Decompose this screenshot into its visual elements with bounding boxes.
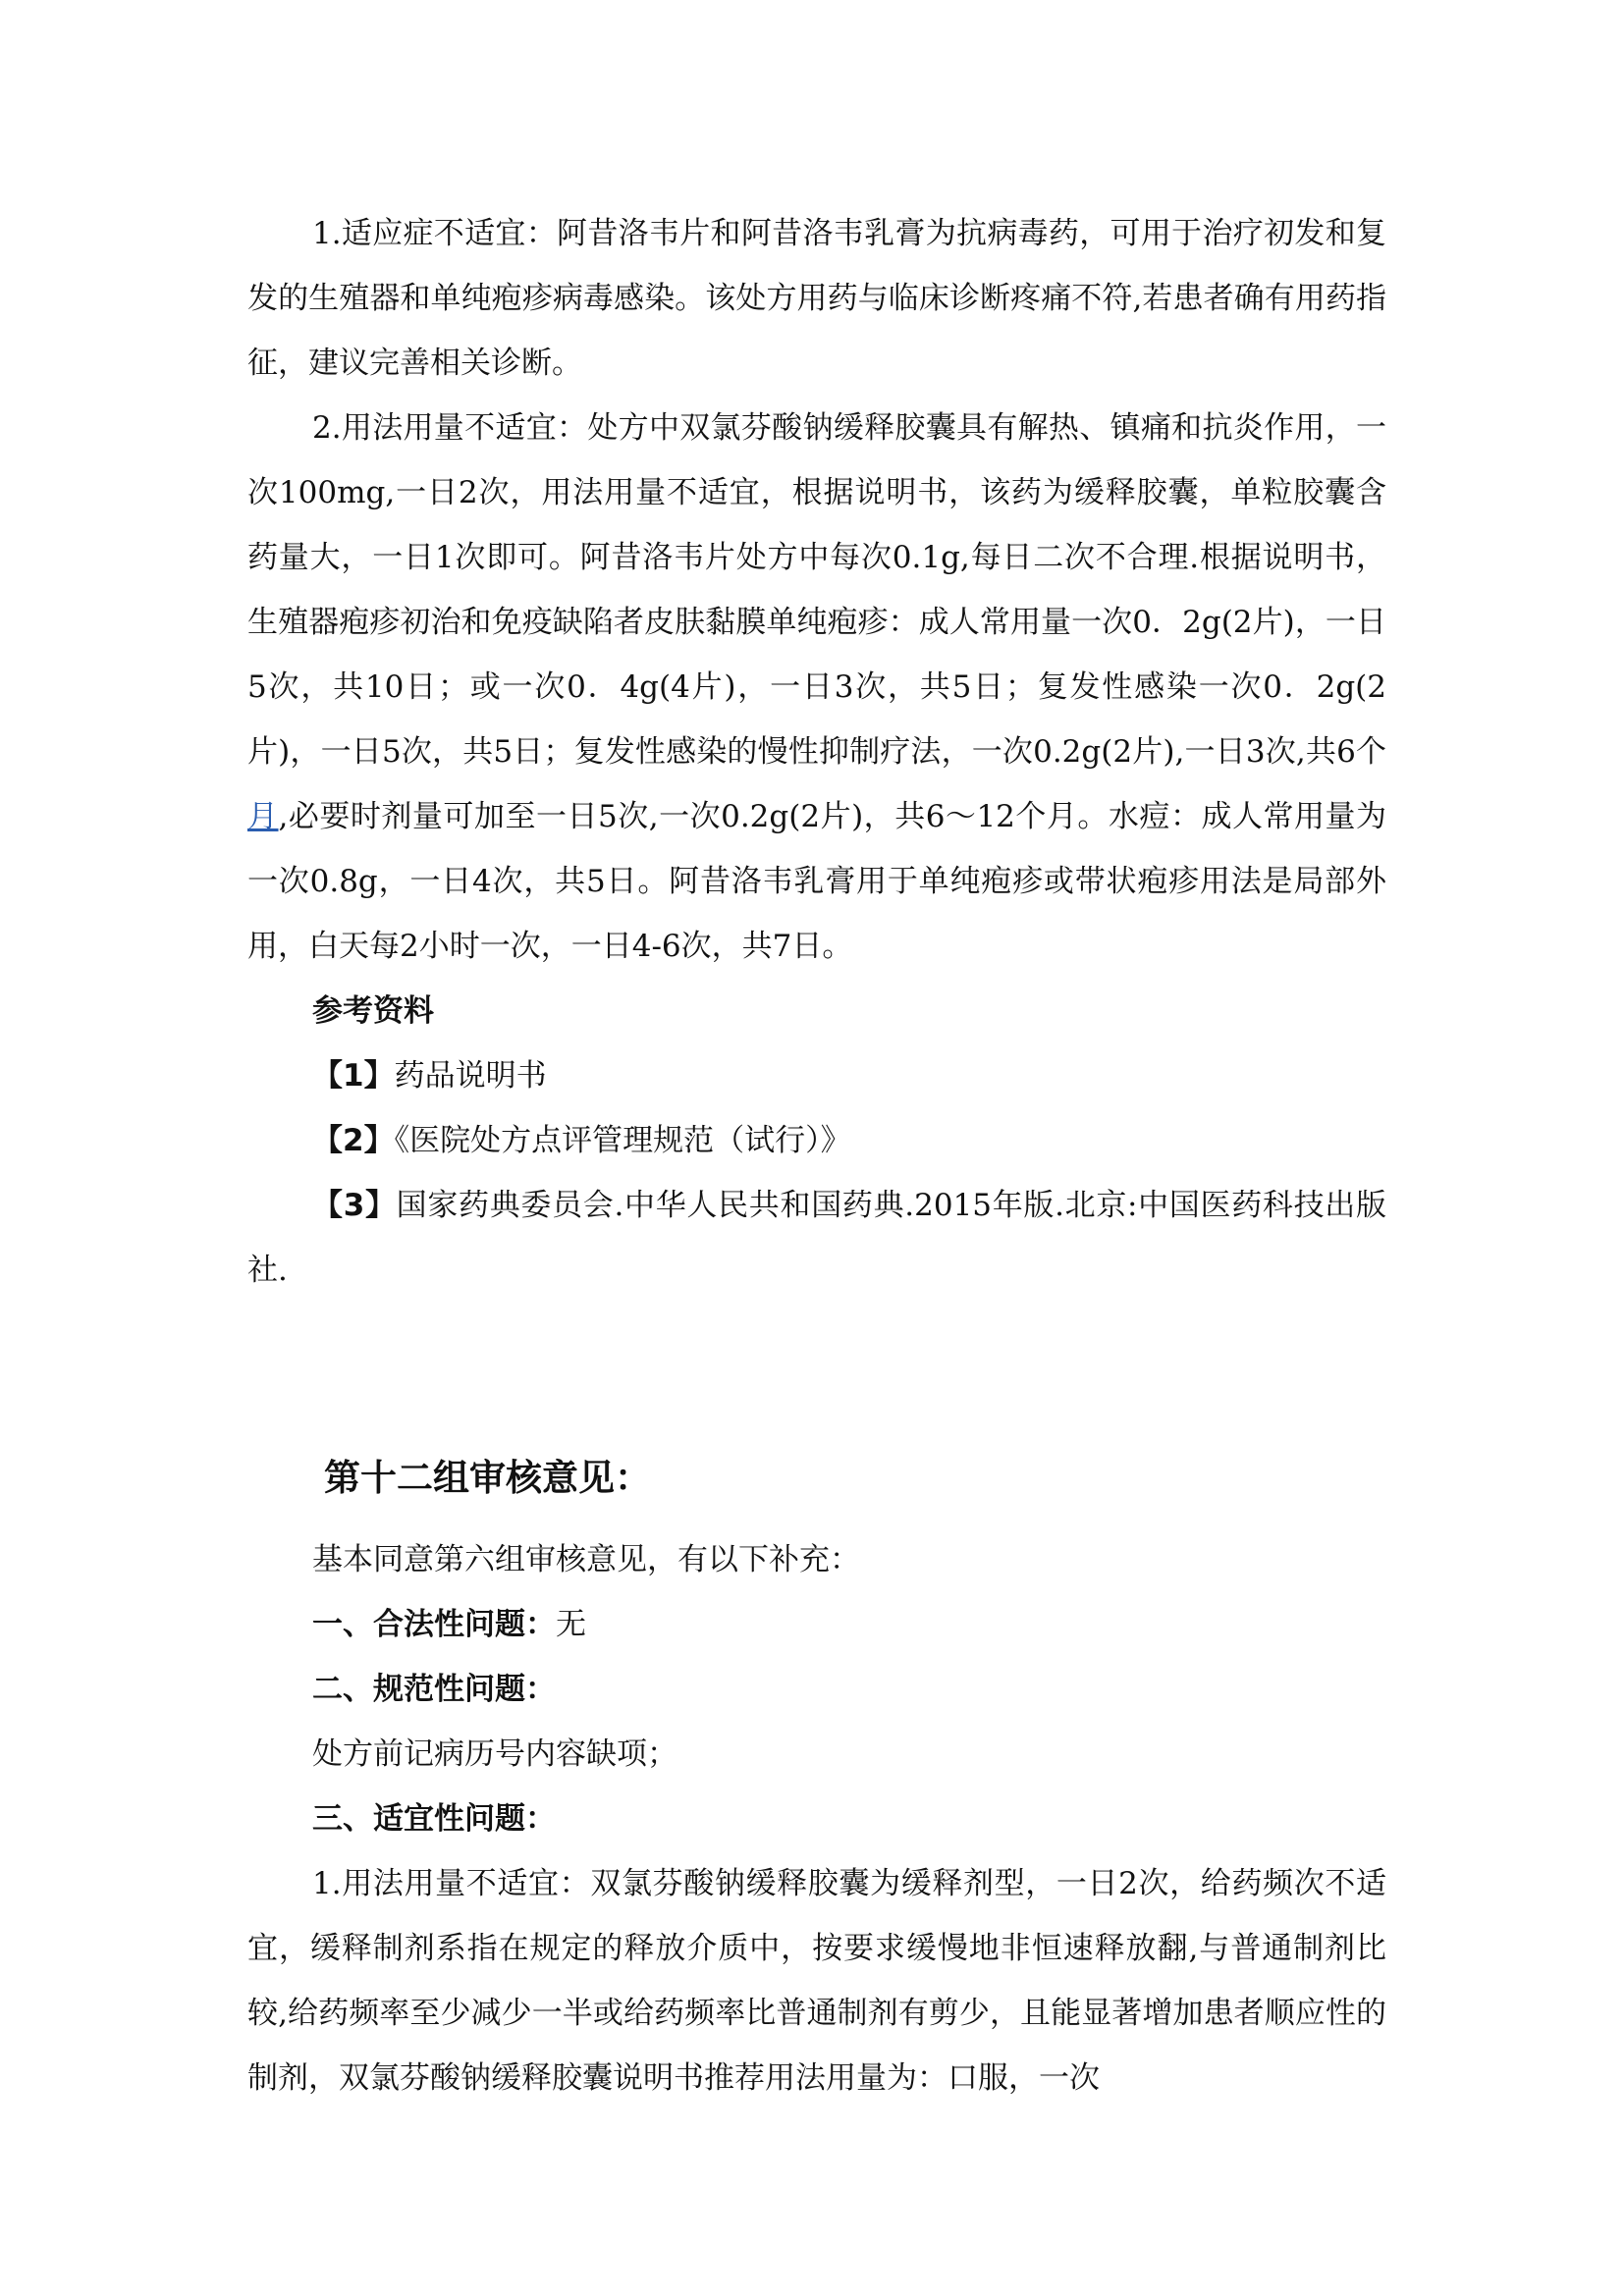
appropriateness-issue bbox=[247, 1787, 1386, 1851]
reference-1-mark: 【1】 bbox=[312, 1058, 395, 1094]
legality-label: 一、合法性问题： bbox=[312, 1607, 556, 1642]
reference-1 bbox=[247, 1043, 1386, 1108]
reference-3-mark: 【3】 bbox=[312, 1188, 397, 1223]
appropriateness-label: 三、适宜性问题： bbox=[312, 1801, 556, 1837]
legality-issue bbox=[247, 1592, 1386, 1657]
reference-2 bbox=[247, 1108, 1386, 1173]
dosage-text-2: ,必要时剂量可加至一日5次,一次0.2g(2片)，共6～12个月。水痘：成人常用量为一次0.8g，一日4次，共5日。阿昔洛韦乳膏用于单纯疱疹或带状疱疹用法是局部外用，白天每2小时一次，一日4-6次，共7日。 bbox=[247, 799, 1387, 964]
paragraph-sustained-release: 1.用法用量不适宜：双氯芬酸钠缓释胶囊为缓释剂型，一日2次，给药频次不适宜，缓释制剂系指在规定的释放介质中，按要求缓慢地非恒速释放翻,与普通制剂比较,给药频率至少减少一半或给药频率比普通制剂有剪少，且能显著增加患者顺应性的制剂，双氯芬酸钠缓释胶囊说明书推荐用法用量为：口服，一次 bbox=[247, 1866, 1386, 2096]
paragraph-dosage bbox=[247, 396, 1386, 979]
month-link[interactable]: 月 bbox=[247, 799, 279, 834]
normative-label: 二、规范性问题： bbox=[312, 1672, 556, 1707]
section-heading: 第十二组审核意见： bbox=[324, 1457, 651, 1499]
intro-text: 基本同意第六组审核意见，有以下补充： bbox=[312, 1542, 860, 1577]
paragraph-indication: 1.适应症不适宜：阿昔洛韦片和阿昔洛韦乳膏为抗病毒药，可用于治疗初发和复发的生殖器和单纯疱疹病毒感染。该处方用药与临床诊断疼痛不符,若患者确有用药指征，建议完善相关诊断。 bbox=[247, 216, 1386, 381]
references-title: 参考资料 bbox=[312, 993, 434, 1029]
reference-2-mark: 【2】 bbox=[312, 1123, 395, 1158]
section-a bbox=[247, 201, 1386, 1303]
dosage-text-1: 2.用法用量不适宜：处方中双氯芬酸钠缓释胶囊具有解热、镇痛和抗炎作用，一次100mg,一日2次，用法用量不适宜，根据说明书，该药为缓释胶囊，单粒胶囊含药量大，一日1次即可。阿昔洛韦片处方中每次0.1g,每日二次不合理.根据说明书，生殖器疱疹初治和免疫缺陷者皮肤黏膜单纯疱疹：成人常用量一次0．2g(2片)，一日5次，共10日；或一次0．4g(4片)，一日3次，共5日；复发性感染一次0．2g(2片)，一日5次，共5日；复发性感染的慢性抑制疗法，一次0.2g(2片),一日3次,共6个 bbox=[247, 410, 1386, 770]
section-b bbox=[247, 1527, 1386, 2110]
reference-3 bbox=[247, 1173, 1386, 1303]
reference-2-text: 《医院处方点评管理规范（试行）》 bbox=[394, 1123, 851, 1158]
reference-3-text: 国家药典委员会.中华人民共和国药典.2015年版.北京:中国医药科技出版社. bbox=[247, 1188, 1386, 1288]
normative-text: 处方前记病历号内容缺项； bbox=[312, 1736, 677, 1772]
normative-issue bbox=[247, 1657, 1386, 1722]
legality-value: 无 bbox=[556, 1607, 586, 1642]
reference-1-text: 药品说明书 bbox=[394, 1058, 547, 1094]
